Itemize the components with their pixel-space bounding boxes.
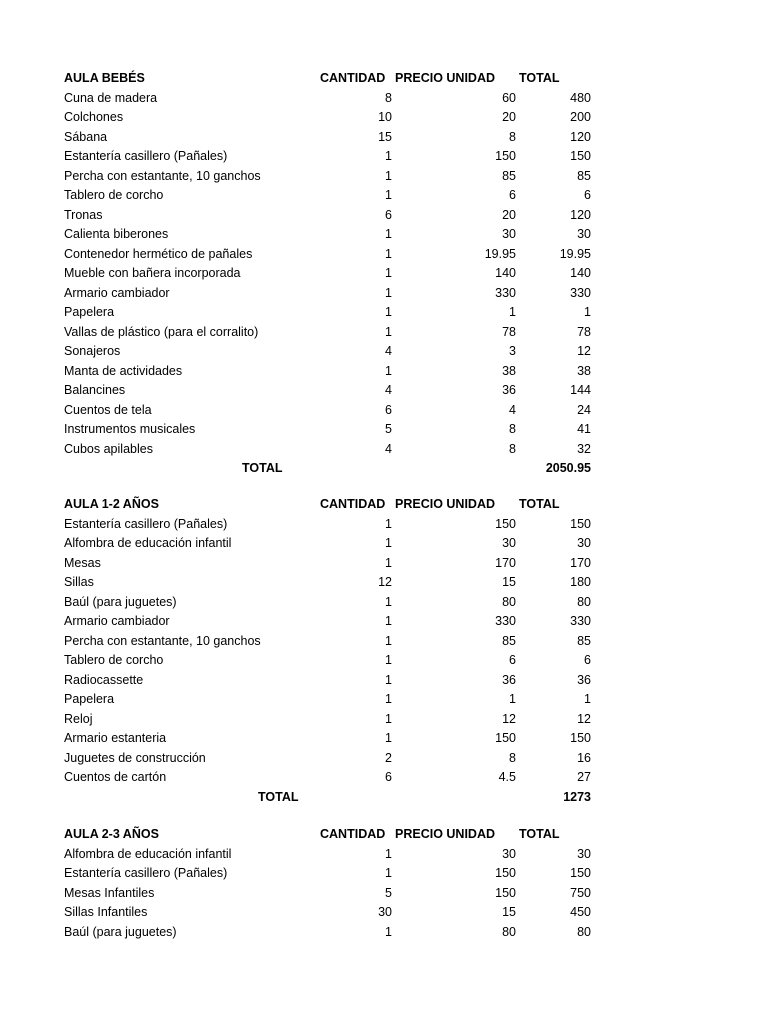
table-row xyxy=(0,612,768,632)
item-quantity: 1 xyxy=(385,672,392,687)
table-row xyxy=(0,284,768,304)
section-aula-2-3-anos xyxy=(0,825,768,942)
item-unit-price: 3 xyxy=(509,344,516,358)
item-unit-price: 150 xyxy=(495,516,516,531)
item-quantity: 1 xyxy=(385,285,392,300)
item-name: Armario cambiador xyxy=(64,614,170,628)
item-unit-price: 30 xyxy=(502,536,516,550)
item-unit-price: 38 xyxy=(502,363,516,378)
item-unit-price: 4 xyxy=(509,402,516,417)
item-name: Contenedor hermético de pañales xyxy=(64,246,253,261)
item-quantity: 1 xyxy=(385,266,392,280)
item-name: Cuentos de tela xyxy=(64,402,152,417)
item-quantity: 15 xyxy=(378,129,392,144)
section-aula-1-2-anos xyxy=(0,495,768,807)
item-total: 78 xyxy=(577,324,591,339)
table-row xyxy=(0,554,768,574)
item-total: 16 xyxy=(577,750,591,765)
item-total: 200 xyxy=(570,110,591,124)
item-name: Mesas Infantiles xyxy=(64,885,155,900)
item-quantity: 1 xyxy=(385,633,392,648)
item-unit-price: 150 xyxy=(495,149,516,163)
item-unit-price: 30 xyxy=(502,846,516,861)
item-unit-price: 6 xyxy=(509,188,516,202)
item-total: 30 xyxy=(577,227,591,241)
table-row xyxy=(0,903,768,923)
item-total: 150 xyxy=(570,731,591,745)
item-name: Tronas xyxy=(64,207,103,222)
item-name: Papelera xyxy=(64,692,115,706)
item-total: 150 xyxy=(570,866,591,880)
item-quantity: 1 xyxy=(385,363,392,378)
item-name: Balancines xyxy=(64,383,126,397)
item-unit-price: 8 xyxy=(509,422,516,436)
item-quantity: 1 xyxy=(385,924,392,939)
item-quantity: 1 xyxy=(385,594,392,609)
item-unit-price: 150 xyxy=(495,885,516,900)
table-row xyxy=(0,186,768,206)
item-quantity: 1 xyxy=(385,731,392,745)
item-unit-price: 1 xyxy=(509,692,516,706)
total-value: 2050.95 xyxy=(545,461,591,475)
item-name: Radiocassette xyxy=(64,672,144,687)
section-header-row xyxy=(0,69,768,89)
item-unit-price: 6 xyxy=(509,653,516,667)
item-total: 330 xyxy=(570,285,591,300)
item-quantity: 1 xyxy=(385,614,392,628)
total-label: TOTAL xyxy=(242,461,283,475)
item-list xyxy=(0,515,768,788)
item-unit-price: 30 xyxy=(502,227,516,241)
item-quantity: 6 xyxy=(385,207,392,222)
item-unit-price: 80 xyxy=(502,924,516,939)
item-name: Estantería casillero (Pañales) xyxy=(64,149,228,163)
item-total: 170 xyxy=(570,555,591,570)
item-total: 27 xyxy=(577,770,591,784)
table-row xyxy=(0,323,768,343)
item-quantity: 1 xyxy=(385,188,392,202)
column-header-cantidad: CANTIDAD xyxy=(320,71,386,85)
item-quantity: 4 xyxy=(385,441,392,456)
column-header-cantidad: CANTIDAD xyxy=(320,827,386,841)
item-name: Mesas xyxy=(64,555,101,570)
table-row xyxy=(0,845,768,865)
table-row xyxy=(0,206,768,226)
item-list xyxy=(0,845,768,943)
item-quantity: 1 xyxy=(385,555,392,570)
item-quantity: 8 xyxy=(385,90,392,105)
section-title: AULA BEBÉS xyxy=(64,71,145,85)
item-total: 150 xyxy=(570,149,591,163)
item-total: 24 xyxy=(577,402,591,417)
table-row xyxy=(0,593,768,613)
item-total: 330 xyxy=(570,614,591,628)
item-quantity: 1 xyxy=(385,149,392,163)
item-quantity: 1 xyxy=(385,516,392,531)
item-name: Cubos apilables xyxy=(64,441,153,456)
item-unit-price: 78 xyxy=(502,324,516,339)
item-quantity: 4 xyxy=(385,383,392,397)
table-row xyxy=(0,264,768,284)
item-unit-price: 85 xyxy=(502,633,516,648)
table-row xyxy=(0,651,768,671)
column-header-precio-unidad: PRECIO UNIDAD xyxy=(395,827,496,841)
item-total: 12 xyxy=(577,711,591,726)
item-name: Estantería casillero (Pañales) xyxy=(64,866,228,880)
table-row xyxy=(0,534,768,554)
item-unit-price: 85 xyxy=(502,168,516,183)
item-total: 480 xyxy=(570,90,591,105)
total-label: TOTAL xyxy=(258,789,299,804)
section-header-row xyxy=(0,495,768,515)
item-name: Colchones xyxy=(64,110,124,124)
table-row xyxy=(0,128,768,148)
table-row xyxy=(0,381,768,401)
item-total: 1 xyxy=(584,305,591,319)
table-row xyxy=(0,362,768,382)
item-unit-price: 19.95 xyxy=(484,246,516,261)
item-name: Baúl (para juguetes) xyxy=(64,924,177,939)
item-name: Calienta biberones xyxy=(64,227,169,241)
item-quantity: 2 xyxy=(385,750,392,765)
item-list xyxy=(0,89,768,460)
item-total: 19.95 xyxy=(559,246,591,261)
item-quantity: 1 xyxy=(385,227,392,241)
item-name: Sillas Infantiles xyxy=(64,905,148,919)
table-row xyxy=(0,303,768,323)
item-total: 80 xyxy=(577,924,591,939)
item-unit-price: 4.5 xyxy=(498,770,516,784)
column-header-precio-unidad: PRECIO UNIDAD xyxy=(395,71,496,85)
item-unit-price: 150 xyxy=(495,866,516,880)
column-header-total: TOTAL xyxy=(519,71,560,85)
section-total-row xyxy=(0,459,768,479)
item-name: Juguetes de construcción xyxy=(64,750,206,765)
item-name: Percha con estantante, 10 ganchos xyxy=(64,633,261,648)
section-aula-bebes xyxy=(0,69,768,479)
item-total: 450 xyxy=(570,905,591,919)
item-quantity: 1 xyxy=(385,866,392,880)
item-unit-price: 150 xyxy=(495,731,516,745)
item-total: 41 xyxy=(577,422,591,436)
item-quantity: 1 xyxy=(385,653,392,667)
item-total: 85 xyxy=(577,633,591,648)
item-unit-price: 8 xyxy=(509,441,516,456)
item-total: 140 xyxy=(570,266,591,280)
section-header-row xyxy=(0,825,768,845)
item-total: 36 xyxy=(577,672,591,687)
item-name: Cuna de madera xyxy=(64,90,158,105)
item-quantity: 1 xyxy=(385,536,392,550)
table-row xyxy=(0,245,768,265)
item-unit-price: 15 xyxy=(502,905,516,919)
item-name: Alfombra de educación infantil xyxy=(64,846,232,861)
item-total: 30 xyxy=(577,536,591,550)
item-total: 85 xyxy=(577,168,591,183)
item-quantity: 1 xyxy=(385,846,392,861)
item-name: Instrumentos musicales xyxy=(64,422,196,436)
item-name: Armario estanteria xyxy=(64,731,167,745)
item-unit-price: 170 xyxy=(495,555,516,570)
item-total: 80 xyxy=(577,594,591,609)
table-row xyxy=(0,401,768,421)
item-quantity: 12 xyxy=(378,575,392,589)
item-total: 32 xyxy=(577,441,591,456)
item-name: Baúl (para juguetes) xyxy=(64,594,177,609)
total-value: 1273 xyxy=(563,789,591,804)
table-row xyxy=(0,671,768,691)
item-unit-price: 140 xyxy=(495,266,516,280)
item-name: Vallas de plástico (para el corralito) xyxy=(64,324,259,339)
item-unit-price: 8 xyxy=(509,750,516,765)
table-row xyxy=(0,729,768,749)
table-row xyxy=(0,884,768,904)
item-total: 12 xyxy=(577,344,591,358)
table-row xyxy=(0,632,768,652)
table-row xyxy=(0,147,768,167)
item-total: 144 xyxy=(570,383,591,397)
item-unit-price: 20 xyxy=(502,110,516,124)
item-unit-price: 36 xyxy=(502,383,516,397)
column-header-precio-unidad: PRECIO UNIDAD xyxy=(395,497,496,511)
item-total: 180 xyxy=(570,575,591,589)
item-unit-price: 1 xyxy=(509,305,516,319)
item-unit-price: 60 xyxy=(502,90,516,105)
item-name: Tablero de corcho xyxy=(64,188,164,202)
item-quantity: 1 xyxy=(385,168,392,183)
table-row xyxy=(0,440,768,460)
section-title: AULA 2-3 AÑOS xyxy=(64,827,159,841)
item-total: 38 xyxy=(577,363,591,378)
table-row xyxy=(0,710,768,730)
item-unit-price: 12 xyxy=(502,711,516,726)
table-row xyxy=(0,923,768,943)
item-name: Manta de actividades xyxy=(64,363,183,378)
section-total-row xyxy=(0,788,768,808)
table-row xyxy=(0,225,768,245)
table-row xyxy=(0,515,768,535)
item-name: Cuentos de cartón xyxy=(64,770,167,784)
item-quantity: 5 xyxy=(385,422,392,436)
item-total: 30 xyxy=(577,846,591,861)
table-row xyxy=(0,768,768,788)
table-row xyxy=(0,690,768,710)
item-name: Reloj xyxy=(64,711,93,726)
item-quantity: 6 xyxy=(385,402,392,417)
item-quantity: 1 xyxy=(385,324,392,339)
table-row xyxy=(0,573,768,593)
item-quantity: 1 xyxy=(385,246,392,261)
item-quantity: 30 xyxy=(378,905,392,919)
item-total: 1 xyxy=(584,692,591,706)
column-header-total: TOTAL xyxy=(519,827,560,841)
item-unit-price: 20 xyxy=(502,207,516,222)
item-total: 120 xyxy=(570,129,591,144)
section-title: AULA 1-2 AÑOS xyxy=(64,497,159,511)
column-header-cantidad: CANTIDAD xyxy=(320,497,386,511)
item-quantity: 10 xyxy=(378,110,392,124)
item-quantity: 4 xyxy=(385,344,392,358)
table-row xyxy=(0,108,768,128)
table-row xyxy=(0,89,768,109)
item-total: 150 xyxy=(570,516,591,531)
table-row xyxy=(0,342,768,362)
item-quantity: 5 xyxy=(385,885,392,900)
item-name: Tablero de corcho xyxy=(64,653,164,667)
item-unit-price: 330 xyxy=(495,614,516,628)
item-unit-price: 36 xyxy=(502,672,516,687)
item-name: Alfombra de educación infantil xyxy=(64,536,232,550)
item-quantity: 6 xyxy=(385,770,392,784)
item-name: Mueble con bañera incorporada xyxy=(64,266,241,280)
item-name: Sillas xyxy=(64,575,94,589)
table-row xyxy=(0,420,768,440)
table-row xyxy=(0,749,768,769)
item-name: Armario cambiador xyxy=(64,285,170,300)
item-quantity: 1 xyxy=(385,711,392,726)
item-total: 120 xyxy=(570,207,591,222)
item-total: 6 xyxy=(584,188,591,202)
item-quantity: 1 xyxy=(385,305,392,319)
item-unit-price: 8 xyxy=(509,129,516,144)
item-name: Sábana xyxy=(64,129,108,144)
item-unit-price: 80 xyxy=(502,594,516,609)
item-name: Percha con estantante, 10 ganchos xyxy=(64,168,261,183)
item-name: Papelera xyxy=(64,305,115,319)
table-row xyxy=(0,167,768,187)
table-row xyxy=(0,864,768,884)
item-unit-price: 15 xyxy=(502,575,516,589)
item-name: Estantería casillero (Pañales) xyxy=(64,516,228,531)
item-unit-price: 330 xyxy=(495,285,516,300)
item-quantity: 1 xyxy=(385,692,392,706)
item-total: 750 xyxy=(570,885,591,900)
column-header-total: TOTAL xyxy=(519,497,560,511)
item-name: Sonajeros xyxy=(64,344,121,358)
item-total: 6 xyxy=(584,653,591,667)
